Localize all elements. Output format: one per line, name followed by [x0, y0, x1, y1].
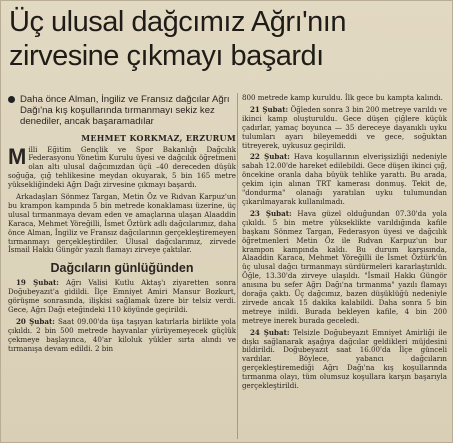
day-19-text: Ağrı Valisi Kutlu Aktaş'ı ziyaretten sonra Doğubeyazıt'a gidildi. İlçe Emniyet Amiri Mansur Bozkurt, görüşme sonrasında, ilişkisi sağlamak üzere bir telsiz verdi. Gece, Ağrı Dağı eteğindeki 110 köyünde geçirildi. — [8, 278, 236, 315]
day-20-text: Saat 09.00'da üşa taşıyan katırlarla birlikte yola çıkıldı. 2 bin 500 metrede hayvanlar yürüyemeyecek güçlük çekmeye başlayınca, 40'ar kiloluk yükler sırta alındı ve tırmanışa devam edildi. 2 bin — [8, 317, 236, 353]
day-24-label: 24 Şubat: — [250, 327, 290, 337]
continued-paragraph: 800 metrede kamp kuruldu. İlk gece bu kampta kalındı. — [242, 93, 443, 102]
day-23-label: 23 Şubat: — [250, 208, 292, 218]
byline: MEHMET KORKMAZ, ERZURUM — [81, 132, 236, 143]
headline-line-1: Üç ulusal dağcımız Ağrı'nın — [9, 6, 346, 38]
dropcap: M — [8, 143, 27, 169]
headline-line-2: zirvesine çıkmayı başardı — [9, 40, 324, 72]
intro-text: illi Eğitim Gençlik ve Spor Bakanlığı Dağcılık Federasyonu Yönetim Kurulu üyesi ve dağcılık öğretmeni olan altı ulusal dağcımızdan üçü –40 dereceden düşük soğuğa, çığ tehlikesine meydan okuyarak, 5 bin 165 metre yüksekliğindeki Ağrı Dağı zirvesine çıkmayı başardı. — [8, 144, 236, 190]
day-23-paragraph — [242, 210, 447, 326]
day-21-label: 21 Şubat: — [250, 104, 289, 114]
bullet-icon — [8, 96, 15, 103]
deck — [8, 94, 236, 128]
right-column — [242, 94, 447, 394]
day-19-paragraph — [8, 279, 236, 315]
day-21-text: Öğleden sonra 3 bin 200 metreye varıldı ve ikinci kamp oluşturuldu. Gece düşen çiğlere küçük çadırlar, yamaç boyunca — 35 dereceye dayanıklı uyku tulumları ayarı bileyemeddi ve gece, soğuktan titreyerek, uykusuz geçirildi. — [242, 104, 447, 150]
deck-text: Daha önce Alman, İngiliz ve Fransız dağcılar Ağrı Dağı'na kış koşullarında tırmanmayı sekiz kez denediler, ancak başaramadılar — [20, 94, 230, 128]
day-20-label: 20 Şubat: — [16, 317, 55, 327]
day-22-paragraph — [242, 153, 447, 206]
day-22-label: 22 Şubat: — [250, 152, 290, 162]
day-23-text: Hava güzel olduğundan 07.30'da yola çıkıldı. 5 bin metre yükseklikte varıldığında kafile başkanı Sönmez Targan, Federasyon üyesi ve dağcılık öğretmenleri Metin Öz ile Rıdvan Karpuz'un bur krampon kampında kaldı. Bu durum karşısında, Alaaddin Karaca, Mehmet Yöreğilli ile İsmet Öztürk'ün üç ulusal dağcı tırmanmayı sürdürmeleri kararlaştırıldı. Öğle, 13.30'da zirveye ulaşıldı. "İsmail Hakkı Güngör anısına bu sefer Ağrı Dağı'na tırmanma" yazılı flamayı dorağa çaktı. Üç dağcımız, bazen düşüklüğü nedeniyle zirvede ancak 15 dakika kalabildi. Daha sonra 5 bin metreye inildi. Burada bekleyen kafile, 4 bin 200 metreye inerek burada geceledi. — [242, 208, 447, 325]
day-24-paragraph — [242, 329, 447, 391]
paragraph-2: Arkadaşları Sönmez Targan, Metin Öz ve Rıdvan Karpuz'un bu krampon kampında 5 bin metrede konaklaması üzerine, üç ulusal tırmanmaya devam eden ve amaçlarına ulaşan Alaaddin Karaca, Mehmet Yöreğilli, İsmet Öztürk adlı dağcılarımız, daha önce Alman, İngiliz ve Fransız dağcılarının gerçekleştiremeyen tırmanmayı gerçekleştirdiler. Ulusal dağcılarımız, zirvede İsmail Hakkı Güngör yazılı flamayı zirveye çaktılar. — [8, 192, 236, 255]
subhead: Dağcıların günlüğünden — [50, 261, 194, 276]
headline — [9, 5, 449, 73]
day-22-text: Hava koşullarının elverişsizliği nedeniyle sabah 12.00'de hareket edilebildi. Gece düşen ikinci çığ, öncekine oranla daha büyük tehlike yarattı. Bu arada, çekim için alınan TRT kamerası donmuş. Tekit de, "dondurma" olanağı yaratılan uyku tulumundan çıkarılmayarak kullanılmadı. — [242, 152, 447, 206]
day-21-paragraph — [242, 106, 447, 151]
intro-paragraph — [8, 143, 236, 191]
left-column — [8, 94, 236, 357]
day-20-paragraph — [8, 318, 236, 354]
column-divider — [237, 93, 238, 439]
day-19-label: 19 Şubat: — [16, 278, 59, 288]
day-24-text: Telsizle Doğubeyazıt Emniyet Amirliği ile dışkı sağlanarak aşağıya dağcılar geldikleri müjdesini bildirildi. Doğubeyazıt saat 16.00'da İlçe günceli vardılar. Böylece, yabancı dağcıların gerçekleştiremediği Ağrı Dağı'na kış koşullarında tırmanma olayı, tüm olumsuz koşullara karşın başarıyla gerçekleştirildi. — [242, 327, 447, 391]
